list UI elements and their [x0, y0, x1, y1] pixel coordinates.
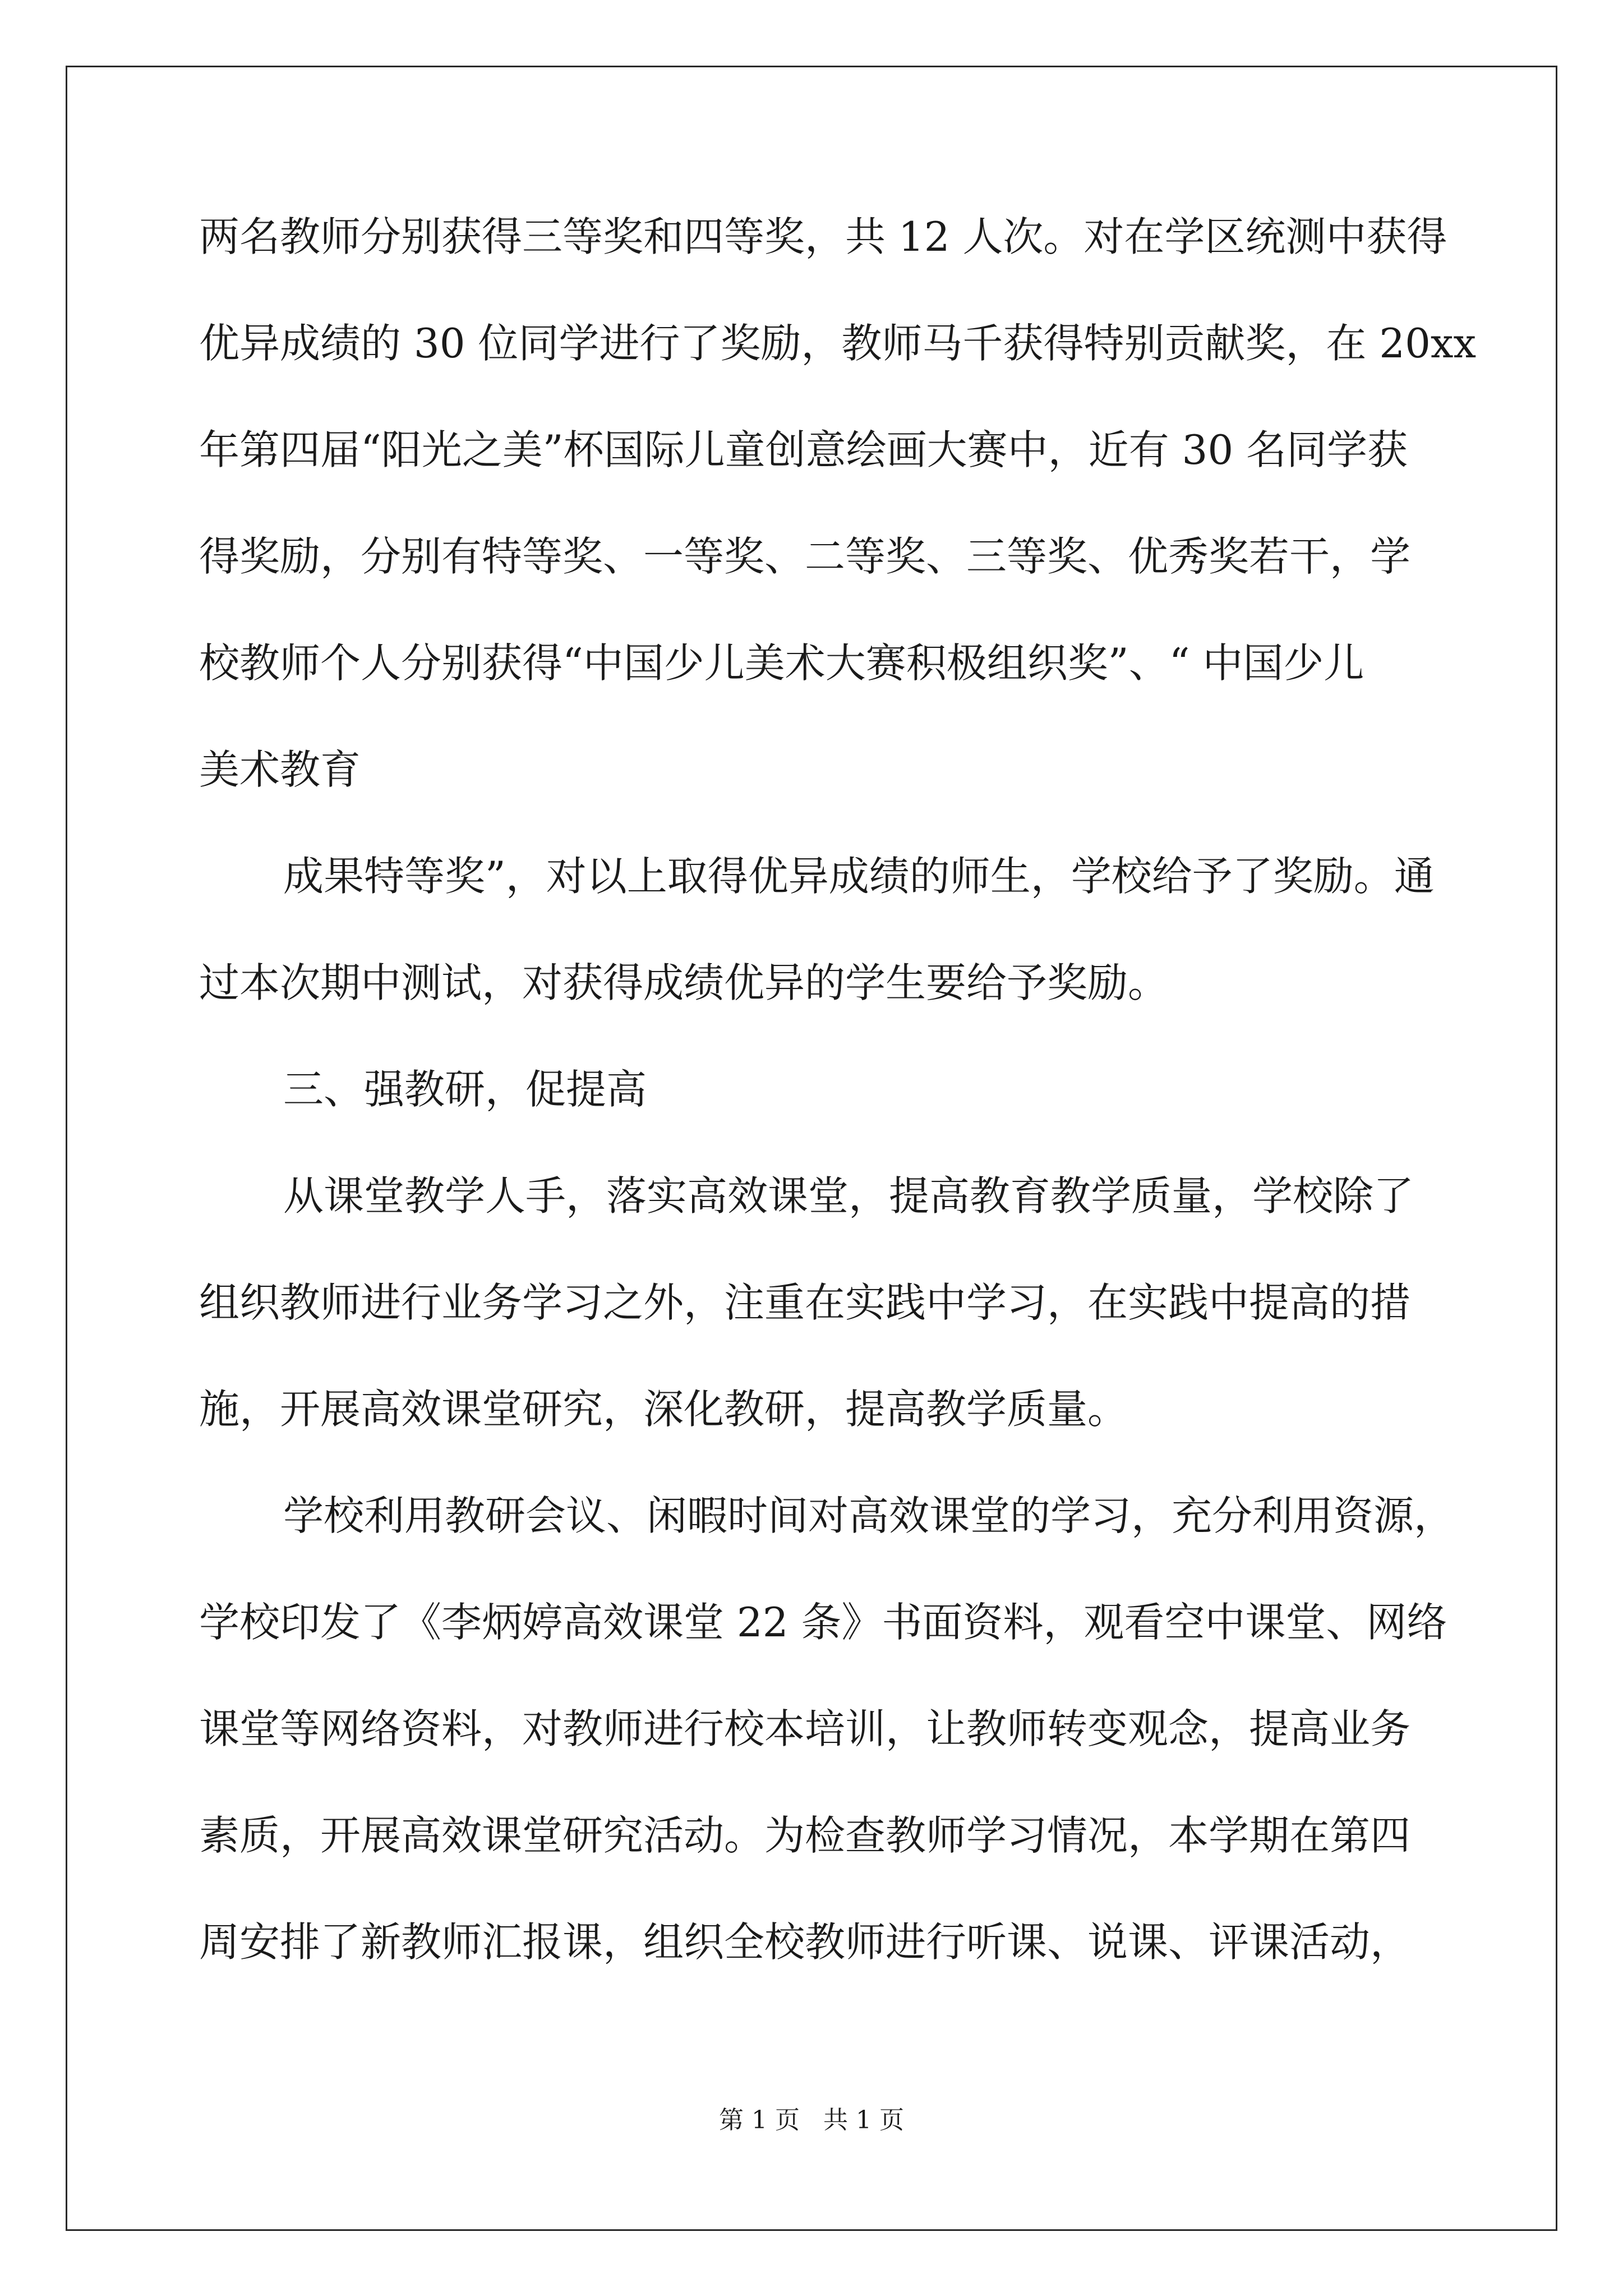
- text-line: 课堂等网络资料，对教师进行校本培训，让教师转变观念，提高业务: [199, 1705, 1411, 1752]
- text-line: 两名教师分别获得三等奖和四等奖，共 12 人次。对在学区统测中获得: [199, 213, 1447, 260]
- text-line: 美术教育: [199, 746, 361, 793]
- text-line: 周安排了新教师汇报课，组织全校教师进行听课、说课、评课活动，: [199, 1918, 1411, 1966]
- text-line: 学校印发了《李炳婷高效课堂 22 条》书面资料，观看空中课堂、网络: [199, 1599, 1447, 1646]
- text-line: 素质，开展高效课堂研究活动。为检查教师学习情况，本学期在第四: [199, 1812, 1411, 1859]
- text-line: 优异成绩的 30 位同学进行了奖励，教师马千获得特别贡献奖，在 20xx: [199, 320, 1477, 367]
- page-border: [66, 66, 1557, 2231]
- paragraph-line-indented: 从课堂教学人手，落实高效课堂，提高教育教学质量，学校除了: [283, 1172, 1414, 1220]
- section-heading: 三、强教研，促提高: [283, 1066, 647, 1113]
- text-line: 组织教师进行业务学习之外，注重在实践中学习，在实践中提高的措: [199, 1279, 1411, 1326]
- text-line: 校教师个人分别获得“中国少儿美术大赛积极组织奖”、“ 中国少儿: [199, 639, 1364, 687]
- text-line: 过本次期中测试，对获得成绩优异的学生要给予奖励。: [199, 959, 1169, 1006]
- text-line: 年第四届“阳光之美”杯国际儿童创意绘画大赛中，近有 30 名同学获: [199, 426, 1408, 473]
- text-line: 得奖励，分别有特等奖、一等奖、二等奖、三等奖、优秀奖若干，学: [199, 533, 1411, 580]
- text-line: 施，开展高效课堂研究，深化教研，提高教学质量。: [199, 1386, 1128, 1433]
- page-number-footer: 第 1 页 共 1 页: [719, 2106, 904, 2134]
- paragraph-line-indented: 成果特等奖”，对以上取得优异成绩的师生，学校给予了奖励。通: [283, 853, 1435, 900]
- paragraph-line-indented: 学校利用教研会议、闲暇时间对高效课堂的学习，充分利用资源，: [283, 1492, 1455, 1539]
